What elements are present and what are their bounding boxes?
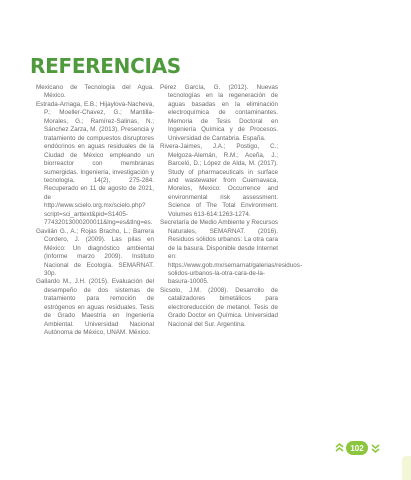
reference-entry: Gavilán G., A.; Rojas Bracho, L.; Barrera Cordero, J. (2009). Las pilas en México: Un diagnóstico ambiental (Informe marzo 2009). Instituto Nacional de Ecología. SEMARNAT. 30p. xyxy=(36,227,154,277)
page-title: REFERENCIAS xyxy=(30,54,181,78)
reference-entry: Sicsolo, J.M. (2008). Desarrollo de catalizadores bimetálicos para electroreducción de metanol. Tesis de Grado Doctor en Química. Universidad Nacional del Sur. Argentina. xyxy=(160,286,278,328)
reference-entry: Mexicano de Tecnología del Agua. México. xyxy=(36,84,154,100)
reference-entry: Pérez García, G. (2012). Nuevas tecnologías en la regeneración de aguas basadas en la eliminación electroquímica de contaminantes. Memoria de Tesis Doctoral en Ingeniería Química y de Procesos. Universidad de Cantabria. España. xyxy=(160,84,278,142)
references-column-right xyxy=(160,84,303,329)
page-edge-tab xyxy=(402,456,411,480)
double-chevron-up-icon[interactable] xyxy=(334,441,344,455)
reference-entry: Estrada-Arriaga, E.B.; Hijaylova-Nacheva, P.; Moeller-Chavez, G.; Mantilla-Morales, G.; Ramírez-Salinas, N.; Sánchez Zarza, M. (2013). Presencia y tratamiento de compuestos disruptores endócrinos en aguas residuales de la Ciudad de México empleando un biorreactor con membranas sumergidas. Ingeniería, investigación y tecnología, 14(2), 275-284. Recuperado en 11 de agosto de 2021, de http://www.scielo.org.mx/scielo.php?script=sci_arttext&pid=S1405-77432013000200011&lng=es&tlng=es. xyxy=(36,100,154,227)
page-number-badge: 102 xyxy=(346,441,368,455)
reference-entry: Gallardo M., J.H. (2015). Evaluación del desempeño de dos sistemas de tratamiento para remoción de estrógenos en aguas residuales. Tesis de Grado Maestría en Ingeniería Ambiental. Universidad Nacional Autónoma de México, UNAM. México. xyxy=(36,278,154,337)
double-chevron-down-icon[interactable] xyxy=(370,441,380,455)
reference-entry: Rivera-Jaimes, J.A.; Postigo, C.; Melgoza-Alemán, R.M.; Aceña, J.; Barceló, D.; López de Alda, M. (2017). Study of pharmaceuticals in surface and wastewater from Cuernavaca, Morelos, Mexico: Occurrence and environmental risk assessment. Science of The Total Environment. Volumes 613-614:1263-1274. xyxy=(160,143,278,218)
page-navigation xyxy=(334,440,380,456)
references-column-left xyxy=(36,84,154,338)
reference-entry: Secretaría de Medio Ambiente y Recursos Naturales, SEMARNAT. (2016). Residuos sólidos urbanos: La otra cara de la basura. Disponible desde Internet en: https://www.gob.mx/semarnat/galerias/residuos-solidos-urbanos-la-otra-cara-de-la-basura-10005. xyxy=(160,219,303,286)
